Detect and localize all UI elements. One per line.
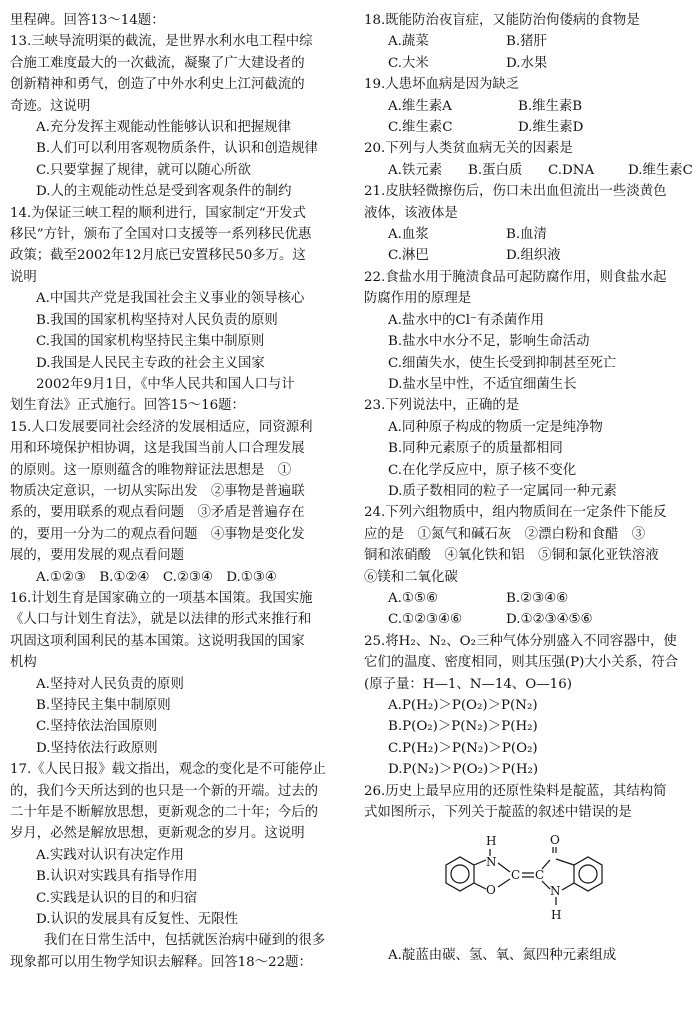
q19-option-d: D.维生素D bbox=[518, 120, 584, 136]
q13-stem: 合施工难度最大的一次截流，凝聚了广大建设者的 bbox=[10, 55, 305, 71]
q13-stem: 创新精神和勇气，创造了中外水利史上江河截流的 bbox=[10, 77, 305, 93]
q14-option-d: D.我国是人民民主专政的社会主义国家 bbox=[36, 355, 265, 371]
q21-option-c: C.淋巴 bbox=[388, 248, 429, 264]
q24-option-a: A.①⑤⑥ bbox=[388, 590, 438, 606]
q16-stem: 《人口与计划生育法》，就是以法律的形式来推行和 bbox=[10, 612, 312, 628]
q22-option-c: C.细菌失水，使生长受到抑制甚至死亡 bbox=[388, 355, 617, 371]
q16-option-c: C.坚持依法治国原则 bbox=[36, 719, 158, 735]
q15-stem: 系的，要用联系的观点看问题 ③矛盾是普遍存在 bbox=[10, 505, 305, 521]
passage-intro-18-22: 现象都可以用生物学知识去解释。回答18～22题： bbox=[10, 954, 312, 970]
q17-stem: 的，我们今天所达到的也只是一个新的开端。过去的 bbox=[10, 783, 318, 799]
q22-stem: 22.食盐水用于腌渍食品可起防腐作用，则食盐水起 bbox=[364, 269, 667, 285]
q21-stem: 液体，该液体是 bbox=[364, 205, 458, 221]
q22-option-d: D.盐水呈中性，不适宜细菌生长 bbox=[388, 376, 577, 392]
q25-option-a: A.P(H₂)＞P(O₂)＞P(N₂) bbox=[388, 698, 538, 713]
q19-option-a: A.维生素A bbox=[388, 98, 452, 114]
q17-stem: 二十年是不断解放思想，更新观念的二十年；今后的 bbox=[10, 805, 318, 821]
q25-option-d: D.P(N₂)＞P(O₂)＞P(H₂) bbox=[388, 762, 539, 778]
q21-option-a: A.血浆 bbox=[388, 227, 429, 243]
atom-c-left: C bbox=[511, 868, 521, 883]
q15-stem: 展的，要用发展的观点看问题 bbox=[10, 548, 185, 564]
passage-intro-13-14: 里程碑。回答13～14题： bbox=[10, 13, 165, 28]
q24-stem: 铜和浓硝酸 ④氧化铁和铝 ⑤铜和氯化亚铁溶液 bbox=[364, 548, 659, 564]
q14-stem: 政策；截至2002年12月底已安置移民50多万。这 bbox=[10, 248, 306, 264]
indigo-structure-diagram bbox=[424, 827, 624, 943]
q16-stem: 巩固这项利国利民的基本国策。这说明我国的国家 bbox=[10, 633, 305, 649]
right-benzene-aromatic bbox=[579, 865, 597, 883]
q13-option-b: B.人们可以利用客观物质条件，认识和创造规律 bbox=[36, 141, 318, 157]
q13-option-a: A.充分发挥主观能动性能够认识和把握规律 bbox=[36, 120, 291, 136]
left-benzene-ring bbox=[446, 857, 474, 891]
q15-stem: 的，要用一分为二的观点看问题 ④事物是变化发 bbox=[10, 526, 305, 542]
q19-option-b: B.维生素B bbox=[518, 98, 583, 114]
atom-n-right: N bbox=[550, 884, 561, 899]
atom-h-top: H bbox=[486, 834, 497, 849]
q20-stem: 20.下列与人类贫血病无关的因素是 bbox=[364, 141, 573, 157]
q24-stem: 应的是 ①氮气和碱石灰 ②漂白粉和食醋 ③ bbox=[364, 526, 646, 542]
q20-option-b: B.蛋白质 bbox=[468, 162, 523, 178]
q23-option-b: B.同种元素原子的质量都相同 bbox=[388, 441, 563, 457]
q23-option-c: C.在化学反应中，原子核不变化 bbox=[388, 462, 577, 478]
q20-option-c: C.DNA bbox=[548, 162, 595, 178]
q19-stem: 19.人患坏血病是因为缺乏 bbox=[364, 77, 520, 93]
q23-option-d: D.质子数相同的粒子一定属同一种元素 bbox=[388, 483, 617, 499]
q21-options bbox=[364, 245, 694, 266]
q14-option-c: C.我国的国家机构坚持民主集中制原则 bbox=[36, 334, 265, 350]
q26-option-a: A.靛蓝由碳、氢、氧、氮四种元素组成 bbox=[388, 948, 617, 964]
q24-option-b: B.②③④⑥ bbox=[506, 590, 569, 606]
q18-option-b: B.猪肝 bbox=[506, 34, 547, 50]
q16-option-b: B.坚持民主集中制原则 bbox=[36, 698, 171, 713]
q19-option-c: C.维生素C bbox=[388, 120, 453, 136]
q25-stem: 它们的温度、密度相同，则其压强(P)大小关系，符合 bbox=[364, 655, 679, 671]
atom-h-bottom: H bbox=[551, 908, 562, 923]
q15-options: A.①②③ B.①②④ C.②③④ D.①③④ bbox=[36, 569, 277, 585]
q21-stem: 21.皮肤轻微擦伤后，伤口未出血但流出一些淡黄色 bbox=[364, 184, 667, 200]
q15-stem: 15.人口发展要同社会经济的发展相适应，同资源利 bbox=[10, 419, 313, 435]
atom-n-left: N bbox=[486, 855, 497, 870]
q23-option-a: A.同种原子构成的物质一定是纯净物 bbox=[388, 419, 603, 435]
q15-stem: 用和环境保护相协调，这是我国当前人口合理发展 bbox=[10, 441, 305, 457]
q20-options bbox=[364, 160, 694, 181]
q14-stem: 说明 bbox=[10, 269, 37, 285]
q17-stem: 17.《人民日报》载文指出，观念的变化是不可能停止 bbox=[10, 762, 326, 778]
atom-c-right: C bbox=[535, 868, 545, 883]
q22-option-a: A.盐水中的Cl⁻有杀菌作用 bbox=[388, 312, 545, 328]
right-column bbox=[364, 10, 694, 967]
q18-options bbox=[364, 53, 694, 74]
q21-option-d: D.组织液 bbox=[506, 248, 561, 264]
q24-stem: ⑥镁和二氧化碳 bbox=[364, 569, 458, 585]
q25-option-c: C.P(H₂)＞P(N₂)＞P(O₂) bbox=[388, 740, 538, 756]
left-column bbox=[10, 10, 350, 973]
q24-option-d: D.①②③④⑤⑥ bbox=[506, 612, 593, 628]
q16-option-a: A.坚持对人民负责的原则 bbox=[36, 676, 184, 692]
q18-option-a: A.蔬菜 bbox=[388, 34, 429, 50]
q14-option-b: B.我国的国家机构坚持对人民负责的原则 bbox=[36, 312, 278, 328]
q23-stem: 23.下列说法中，正确的是 bbox=[364, 398, 520, 414]
left-benzene-aromatic bbox=[451, 865, 469, 883]
q15-stem: 的原则。这一原则蕴含的唯物辩证法思想是 ① bbox=[10, 462, 292, 478]
q16-stem: 机构 bbox=[10, 655, 37, 671]
q26-stem: 式如图所示，下列关于靛蓝的叙述中错误的是 bbox=[364, 805, 632, 821]
q24-options bbox=[364, 588, 694, 609]
q20-option-d: D.维生素C bbox=[628, 162, 693, 178]
q22-option-b: B.盐水中水分不足，影响生命活动 bbox=[388, 334, 590, 350]
passage-intro-15-16: 2002年9月1日，《中华人民共和国人口与计 bbox=[36, 376, 295, 392]
q18-stem: 18.既能防治夜盲症，又能防治佝偻病的食物是 bbox=[364, 13, 640, 28]
q13-stem: 奇迹。这说明 bbox=[10, 98, 91, 114]
q16-option-d: D.坚持依法行政原则 bbox=[36, 740, 158, 756]
q17-stem: 岁月，必然是解放思想，更新观念的岁月。这说明 bbox=[10, 826, 305, 842]
q17-option-b: B.认识对实践具有指导作用 bbox=[36, 869, 198, 885]
q18-options bbox=[364, 31, 694, 52]
q26-stem: 26.历史上最早应用的还原性染料是靛蓝，其结构简 bbox=[364, 783, 667, 799]
q15-stem: 物质决定意识，一切从实际出发 ②事物是普遍联 bbox=[10, 483, 305, 499]
q19-options bbox=[364, 96, 694, 117]
q13-option-c: C.只要掌握了规律，就可以随心所欲 bbox=[36, 162, 251, 178]
q21-option-b: B.血清 bbox=[506, 227, 547, 243]
q13-stem: 13.三峡导流明渠的截流，是世界水利水电工程中综 bbox=[10, 34, 313, 50]
q20-option-a: A.铁元素 bbox=[388, 162, 443, 178]
q14-stem: 14.为保证三峡工程的顺利进行，国家制定“开发式 bbox=[10, 205, 306, 221]
q25-option-b: B.P(O₂)＞P(N₂)＞P(H₂) bbox=[388, 719, 538, 735]
q14-option-a: A.中国共产党是我国社会主义事业的领导核心 bbox=[36, 291, 305, 307]
q24-option-c: C.①②③④⑥ bbox=[388, 612, 463, 628]
atom-o-left: O bbox=[486, 883, 496, 898]
q25-stem: 25.将H₂、N₂、O₂三种气体分别盛入不同容器中，使 bbox=[364, 633, 677, 649]
q24-stem: 24.下列六组物质中，组内物质间在一定条件下能反 bbox=[364, 505, 667, 521]
q18-option-d: D.水果 bbox=[506, 55, 548, 71]
atom-o-top: O bbox=[550, 833, 560, 848]
right-benzene-ring bbox=[574, 857, 602, 891]
q18-option-c: C.大米 bbox=[388, 55, 429, 71]
q21-options bbox=[364, 224, 694, 245]
passage-intro-18-22: 我们在日常生活中，包括就医治病中碰到的很多 bbox=[44, 933, 326, 949]
q13-option-d: D.人的主观能动性总是受到客观条件的制约 bbox=[36, 184, 292, 200]
q24-options bbox=[364, 609, 694, 630]
q14-stem: 移民”方针，颁布了全国对口支援等一系列移民优惠 bbox=[10, 227, 312, 243]
q16-stem: 16.计划生育是国家确立的一项基本国策。我国实施 bbox=[10, 590, 313, 606]
q17-option-a: A.实践对认识有决定作用 bbox=[36, 847, 184, 863]
passage-intro-15-16: 划生育法》正式施行。回答15～16题： bbox=[10, 398, 245, 414]
q17-option-d: D.认识的发展具有反复性、无限性 bbox=[36, 912, 238, 928]
q17-option-c: C.实践是认识的目的和归宿 bbox=[36, 890, 198, 906]
q22-stem: 防腐作用的原理是 bbox=[364, 291, 472, 307]
q19-options bbox=[364, 117, 694, 138]
q25-stem: (原子量：H—1、N—14、O—16) bbox=[364, 676, 572, 692]
